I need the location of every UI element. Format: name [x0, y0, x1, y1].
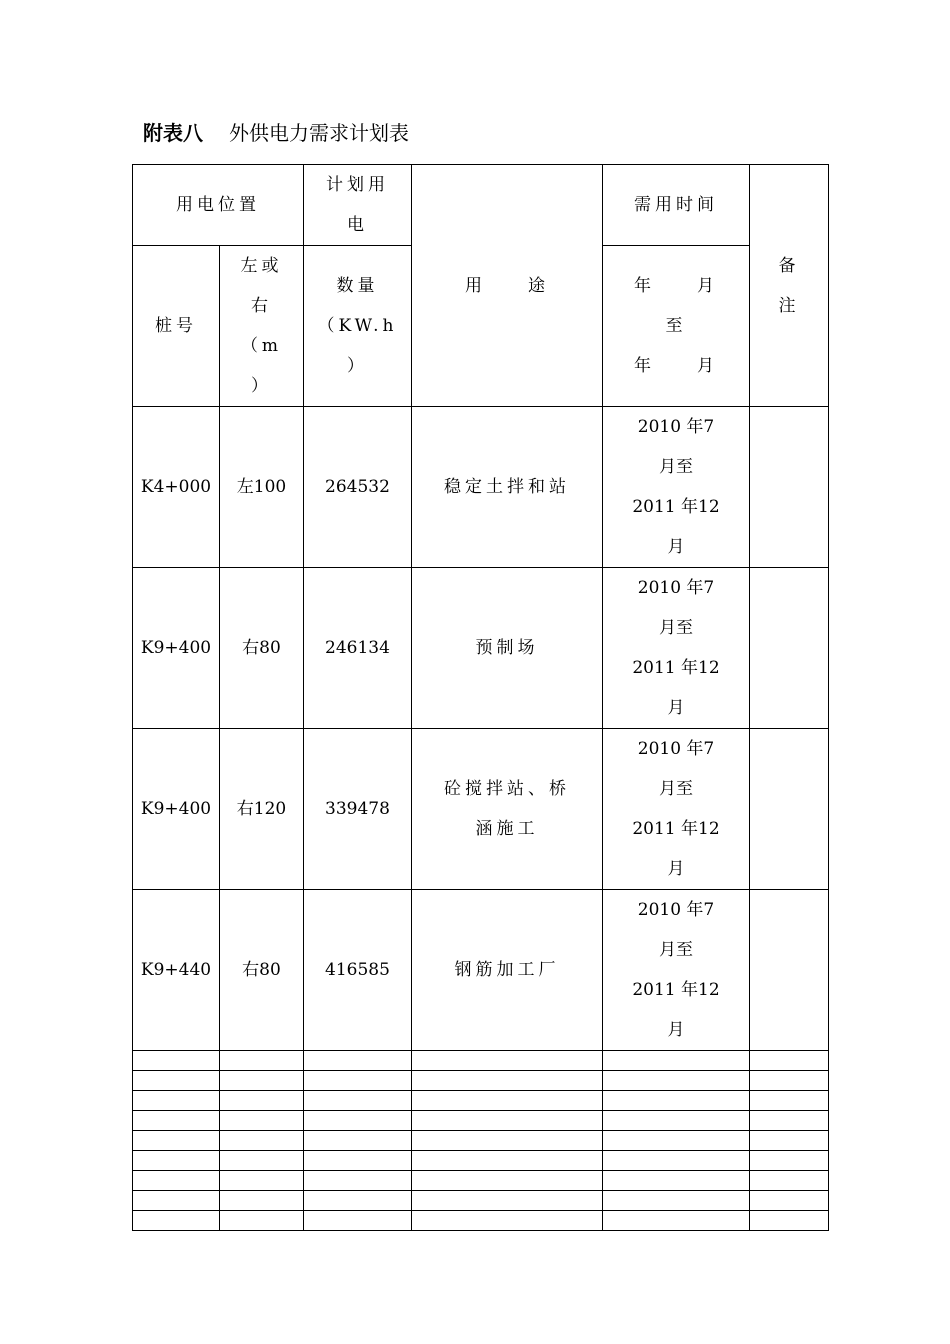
empty-row	[133, 1091, 829, 1111]
header-time-range: 年 月 至 年 月	[603, 246, 750, 407]
header-time: 需用时间	[603, 165, 750, 246]
power-demand-table	[132, 164, 829, 1231]
empty-row	[133, 1211, 829, 1231]
header-row-1	[133, 165, 829, 246]
cell-remark	[750, 729, 829, 890]
table-row	[133, 729, 829, 890]
table-row	[133, 890, 829, 1051]
cell-purpose: 砼搅拌站、桥 涵施工	[412, 729, 603, 890]
table-row	[133, 568, 829, 729]
cell-qty: 264532	[304, 407, 412, 568]
header-side: 左或 右 （m ）	[220, 246, 304, 407]
page-title	[143, 118, 409, 148]
empty-row	[133, 1071, 829, 1091]
cell-qty: 339478	[304, 729, 412, 890]
empty-row	[133, 1171, 829, 1191]
cell-pile: K9+400	[133, 729, 220, 890]
cell-pile: K9+440	[133, 890, 220, 1051]
title-text: 外供电力需求计划表	[229, 121, 409, 145]
cell-qty: 416585	[304, 890, 412, 1051]
header-location: 用电位置	[133, 165, 304, 246]
cell-time: 2010 年7 月至 2011 年12 月	[603, 568, 750, 729]
table-row	[133, 407, 829, 568]
cell-side: 右80	[220, 890, 304, 1051]
empty-row	[133, 1051, 829, 1071]
cell-remark	[750, 568, 829, 729]
empty-row	[133, 1151, 829, 1171]
header-planned: 计划用 电	[304, 165, 412, 246]
cell-side: 右80	[220, 568, 304, 729]
cell-purpose: 预制场	[412, 568, 603, 729]
cell-purpose: 钢筋加工厂	[412, 890, 603, 1051]
header-qty: 数量 （KW.h ）	[304, 246, 412, 407]
empty-row	[133, 1131, 829, 1151]
title-label: 附表八	[143, 121, 203, 145]
cell-time: 2010 年7 月至 2011 年12 月	[603, 890, 750, 1051]
empty-row	[133, 1191, 829, 1211]
cell-remark	[750, 407, 829, 568]
header-purpose: 用 途	[412, 165, 603, 407]
cell-purpose: 稳定土拌和站	[412, 407, 603, 568]
cell-qty: 246134	[304, 568, 412, 729]
empty-row	[133, 1111, 829, 1131]
cell-side: 右120	[220, 729, 304, 890]
header-remark: 备 注	[750, 165, 829, 407]
cell-pile: K4+000	[133, 407, 220, 568]
cell-side: 左100	[220, 407, 304, 568]
cell-remark	[750, 890, 829, 1051]
cell-time: 2010 年7 月至 2011 年12 月	[603, 729, 750, 890]
cell-time: 2010 年7 月至 2011 年12 月	[603, 407, 750, 568]
header-pile: 桩号	[133, 246, 220, 407]
cell-pile: K9+400	[133, 568, 220, 729]
